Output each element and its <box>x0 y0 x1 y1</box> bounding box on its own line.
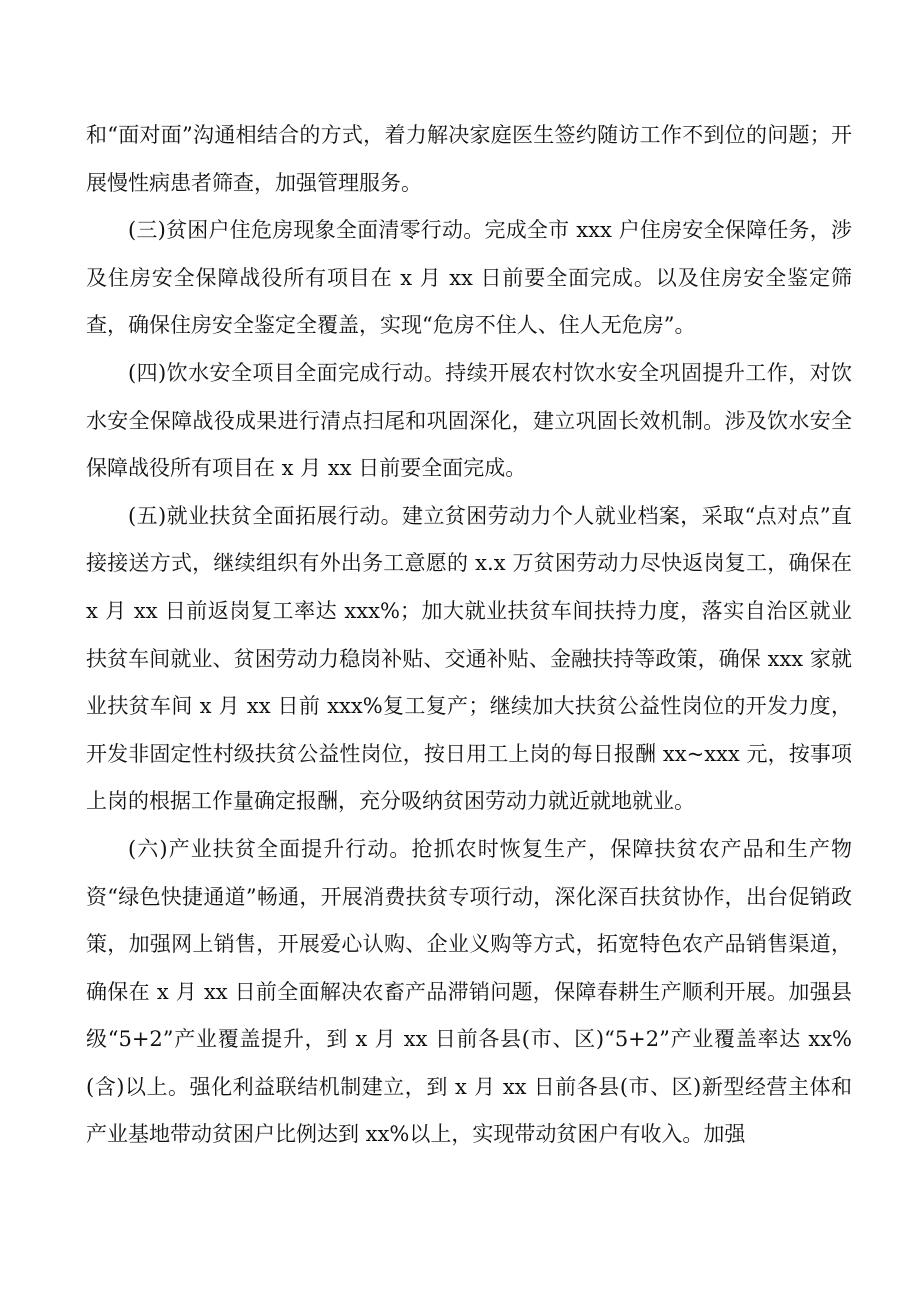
paragraph-5: (六)产业扶贫全面提升行动。抢抓农时恢复生产，保障扶贫农产品和生产物资“绿色快捷通道”畅通，开展消费扶贫专项行动，深化深百扶贫协作，出台促销政策，加强网上销售，开展爱心认购、企业义购等方式，拓宽特色农产品销售渠道，确保在 x 月 xx 日前全面解决农畜产品滞销问题，保障春耕生产顺利开展。加强县级“5+2”产业覆盖提升，到 x 月 xx 日前各县(市、区)“5+2”产业覆盖率达 xx%(含)以上。强化利益联结机制建立，到 x 月 xx 日前各县(市、区)新型经营主体和产业基地带动贫困户比例达到 xx%以上，实现带动贫困户有收入。加强 <box>86 836 852 1147</box>
document-body <box>86 112 852 1159</box>
paragraph-3: (四)饮水安全项目全面完成行动。持续开展农村饮水安全巩固提升工作，对饮水安全保障战役成果进行清点扫尾和巩固深化，建立巩固长效机制。涉及饮水安全保障战役所有项目在 x 月 xx 日前要全面完成。 <box>86 360 852 481</box>
paragraph-2: (三)贫困户住危房现象全面清零行动。完成全市 xxx 户住房安全保障任务，涉及住房安全保障战役所有项目在 x 月 xx 日前要全面完成。以及住房安全鉴定筛查，确保住房安全鉴定全覆盖，实现“危房不住人、住人无危房”。 <box>86 218 852 338</box>
paragraph-4: (五)就业扶贫全面拓展行动。建立贫困劳动力个人就业档案，采取“点对点”直接接送方式，继续组织有外出务工意愿的 x.x 万贫困劳动力尽快返岗复工，确保在 x 月 xx 日前返岗复工率达 xxx%；加大就业扶贫车间扶持力度，落实自治区就业扶贫车间就业、贫困劳动力稳岗补贴、交通补贴、金融扶持等政策，确保 xxx 家就业扶贫车间 x 月 xx 日前 xxx%复工复产；继续加大扶贫公益性岗位的开发力度，开发非固定性村级扶贫公益性岗位，按日用工上岗的每日报酬 xx~xxx 元，按事项上岗的根据工作量确定报酬，充分吸纳贫困劳动力就近就地就业。 <box>86 503 852 814</box>
paragraph-1: 和“面对面”沟通相结合的方式，着力解决家庭医生签约随访工作不到位的问题；开展慢性病患者筛查，加强管理服务。 <box>86 123 852 195</box>
